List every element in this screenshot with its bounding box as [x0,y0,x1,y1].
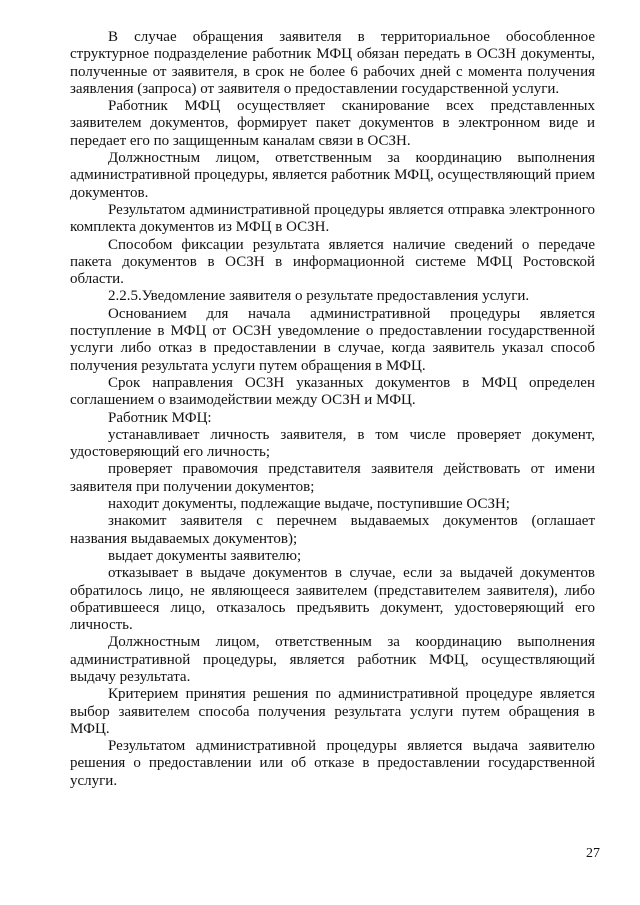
paragraph: Работник МФЦ: [108,409,212,426]
paragraph: Должностным лицом, ответственным за координацию выполнения административной процедуры, является работник МФЦ, осуществляющий прием документов. [70,150,595,201]
document-body [70,29,595,790]
paragraph: Срок направления ОСЗН указанных документов в МФЦ определен соглашением о взаимодействии между ОСЗН и МФЦ. [70,374,595,409]
paragraph: Основанием для начала административной процедуры является поступление в МФЦ от ОСЗН уведомление о предоставлении государственной услуги либо отказ в предоставлении в случае, когда заявитель указал способ получения результата услуги путем обращения в МФЦ. [70,305,595,374]
list-item: находит документы, подлежащие выдаче, поступившие ОСЗН; [108,496,510,513]
list-item: отказывает в выдаче документов в случае, если за выдачей документов обратилось лицо, не являющееся заявителем (представителем заявителя), либо обратившееся лицо, отказалось предъявить документ, удостоверяющий его личность. [70,565,595,634]
paragraph: Результатом административной процедуры является отправка электронного комплекта документов из МФЦ в ОСЗН. [70,201,595,236]
paragraph: Способом фиксации результата является наличие сведений о передаче пакета документов в ОСЗН в информационной системе МФЦ Ростовской области. [70,236,595,288]
paragraph: В случае обращения заявителя в территориальное обособленное структурное подразделение работник МФЦ обязан передать в ОСЗН документы, полученные от заявителя, в срок не более 6 рабочих дней с момента получения заявления (запроса) от заявителя о предоставлении государственной услуги. [70,29,595,97]
paragraph: Критерием принятия решения по административной процедуре является выбор заявителем способа получения результата услуги путем обращения в МФЦ. [70,686,595,737]
paragraph: Должностным лицом, ответственным за координацию выполнения административной процедуры, является работник МФЦ, осуществляющий выдачу результата. [70,634,595,685]
list-item: устанавливает личность заявителя, в том числе проверяет документ, удостоверяющий его личность; [70,426,595,461]
list-item: проверяет правомочия представителя заявителя действовать от имени заявителя при получении документов; [70,461,595,495]
list-item: выдает документы заявителю; [108,547,302,564]
paragraph: Работник МФЦ осуществляет сканирование всех представленных заявителем документов, формирует пакет документов в электронном виде и передает его по защищенным каналам связи в ОСЗН. [70,98,595,149]
paragraph: Результатом административной процедуры является выдача заявителю решения о предоставлении или об отказе в предоставлении государственной услуги. [70,738,595,789]
list-item: знакомит заявителя с перечнем выдаваемых документов (оглашает названия выдаваемых документов); [70,513,595,547]
page-number: 27 [586,846,600,861]
section-heading: 2.2.5.Уведомление заявителя о результате предоставления услуги. [108,288,530,305]
